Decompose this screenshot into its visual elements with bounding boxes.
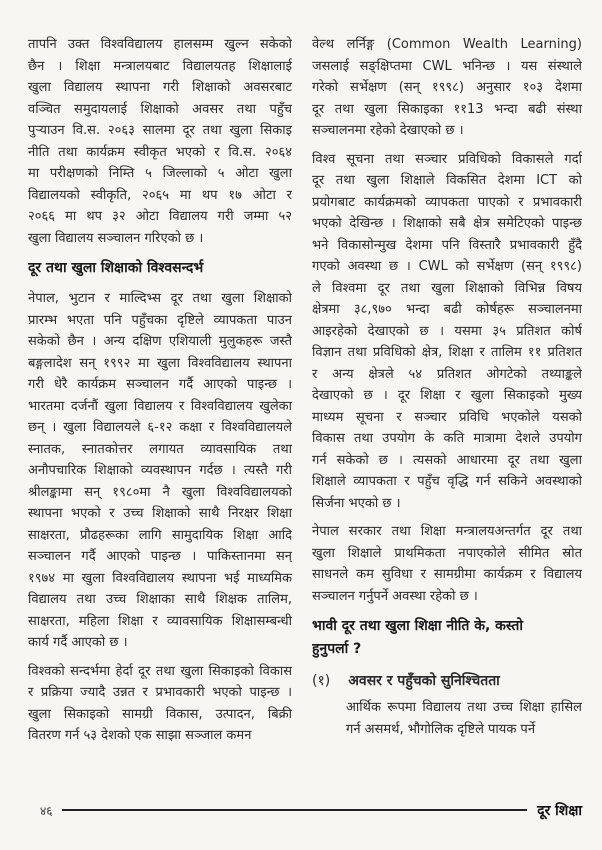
page-footer (40, 800, 582, 820)
text-line: वेल्थ लर्निङ्ग (Common Wealth Learning) (312, 37, 582, 52)
text-line: नीति तथा कार्यक्रम स्वीकृत भएको र वि.स. २०६४ (28, 144, 292, 160)
text-line: खुला विद्यालय सञ्चालन गरिएको छ । (28, 230, 204, 246)
text-line: क्षेत्रमा ३८,९७० भन्दा बढी कोर्षहरू सञ्चालनमा (312, 302, 582, 317)
text-line: आर्थिक रूपमा विद्यालय तथा उच्च शिक्षा हासिल (346, 700, 582, 715)
text-line: र प्रक्रिया ज्यादै उन्नत र प्रभावकारी भएको पाइन्छ । (28, 685, 292, 700)
text-line: विद्यालयको स्वीकृति, २०६५ मा थप १७ ओटा र (28, 187, 292, 203)
text-line: गर्न सकेको छ । त्यसको आधारमा दूर तथा खुला (312, 452, 582, 468)
text-line: खुला सिकाइको सामग्री विकास, उत्पादन, बिक्री (28, 706, 292, 722)
text-line: देखाएको छ । दूर शिक्षा र खुला सिकाइको मुख्य (312, 388, 582, 403)
text-line: विश्वको सन्दर्भमा हेर्दा दूर तथा खुला सिकाइको विकास (28, 663, 292, 679)
text-line: स्थापना भएको र उच्च शिक्षाको साथै निरक्षर शिक्षा (28, 506, 292, 521)
text-line: र अन्य क्षेत्रले ५४ प्रतिशत ओगटेको तथ्याङ्कले (312, 366, 582, 382)
text-line: १९७४ मा खुला विश्वविद्यालय स्थापना भई माध्यमिक (28, 570, 292, 586)
text-line: तापनि उक्त विश्वविद्यालय हालसम्म खुल्न सकेको (28, 37, 292, 52)
text-line: शिक्षाले व्यापकता र पहुँच वृद्धि गर्न सकिने अवस्थाको (312, 474, 582, 489)
text-line: गएको अवस्था छ । CWL को सर्भेक्षण (सन् १९९८) (312, 259, 582, 274)
subheading-title: अवसर र पहुँचको सुनिश्चितता (348, 673, 500, 689)
text-line: गरेको सर्भेक्षण (सन् १९९८) अनुसार १०३ देशमा (312, 80, 582, 95)
text-line: वञ्चित समुदायलाई शिक्षाको अवसर तथा पहुँच (28, 101, 292, 117)
subheading-number: (१) (312, 673, 331, 689)
text-line: स्नातक, स्नातकोत्तर लगायत व्यावसायिक तथा (28, 441, 292, 457)
text-line: सञ्चालन गर्नुपर्ने अवस्था रहेको छ । (312, 588, 478, 604)
text-line: प्रारम्भ भएता पनि पहुँचका दृष्टिले व्यापकता पाउन (28, 312, 292, 328)
text-line: विज्ञान तथा प्रविधिको क्षेत्र, शिक्षा र तालिम ११ प्रतिशत (312, 345, 582, 360)
text-line: छैन । शिक्षा मन्त्रालयबाट विद्यालयतह शिक्षालाई (28, 58, 292, 74)
text-line: बङ्गलादेश सन् १९९२ मा खुला विश्वविद्यालय स्थापना (28, 355, 292, 371)
text-line: सञ्चालनमा रहेको देखाएको छ । (312, 123, 464, 138)
text-line: गरी धेरै कार्यक्रम सञ्चालन गर्दै आएको पाइन्छ । (28, 377, 292, 392)
text-line: विद्यालय तथा उच्च शिक्षाका साथै शिक्षक तालिम, (28, 592, 292, 607)
text-line: भने विकासोन्मुख देशमा पनि विस्तारै प्रभावकारी हुँदै (312, 237, 582, 253)
text-line: हुनुपर्ला ? (312, 641, 362, 657)
text-line: माध्यम सूचना र सञ्चार प्रविधि भएकोले यसको (312, 409, 582, 425)
text-line: ले विश्वमा दूर तथा खुला शिक्षाको विभिन्न विषय (312, 280, 582, 296)
paragraph (312, 521, 582, 607)
paragraph (28, 661, 292, 747)
text-line: भावी दूर तथा खुला शिक्षा नीति के, कस्तो (312, 618, 523, 634)
text-line: भएको देखिन्छ । शिक्षाको सबै क्षेत्र समेटिएको पाइन्छ (312, 216, 582, 231)
text-line: नेपाल सरकार तथा शिक्षा मन्त्रालयअन्तर्गत दूर तथा (312, 524, 582, 539)
text-line: पुर्‍याउन वि.स. २०६३ सालमा दूर तथा खुला सिकाइ (28, 123, 292, 138)
text-line: विकास तथा उपयोग के कति मात्रामा देशले उपयोग (312, 431, 582, 446)
text-line: वितरण गर्न ५३ देशको एक साझा सञ्जाल कमन (28, 728, 252, 743)
text-line: दूर तथा खुला शिक्षाले विकसित देशमा ICT को (312, 173, 582, 188)
text-line: दूर तथा खुला शिक्षाको विश्वसन्दर्भ (28, 260, 204, 276)
text-line: प्रयोगबाट कार्यक्रमको व्यापकता पाएको र प्रभावकारी (312, 194, 582, 210)
footer-rule (62, 809, 527, 811)
text-line: श्रीलङ्कामा सन् १९८०मा नै खुला विश्वविद्यालयको (28, 484, 292, 500)
text-line: भारतमा दर्जनौं खुला विद्यालय र विश्वविद्यालय खुलेका (28, 398, 292, 414)
text-line: गर्न असमर्थ, भौगोलिक दृष्टिले पायक पर्ने (346, 721, 536, 737)
text-line: सञ्चालन गर्दै आएको पाइन्छ । पाकिस्तानमा सन् (28, 549, 292, 564)
right-column (312, 34, 582, 747)
text-line: छन् । खुला विद्यालयले ६-१२ कक्षा र विश्वविद्यालयले (28, 420, 292, 435)
text-line: विश्व सूचना तथा सञ्चार प्रविधिको विकासले गर्दा (312, 151, 582, 167)
section-heading (312, 615, 582, 661)
text-line: सिर्जना भएको छ । (312, 495, 401, 511)
text-line: सकेको छैन । अन्य दक्षिण एशियाली मुलुकहरू जस्तै (28, 334, 292, 349)
text-line: आइरहेको देखाएको छ । यसमा ३५ प्रतिशत कोर्ष (312, 323, 582, 339)
left-column (28, 34, 292, 754)
text-line: साक्षरता, महिला शिक्षा र व्यावसायिक शिक्षासम्बन्धी (28, 613, 292, 629)
paragraph (28, 34, 292, 249)
section-heading (28, 257, 292, 280)
text-line: अनौपचारिक शिक्षाको व्यवस्थापन गर्दछ । त्यस्तै गरी (28, 463, 292, 478)
text-line: २०६६ मा थप ३२ ओटा विद्यालय गरी जम्मा ५२ (28, 209, 292, 224)
paragraph (312, 34, 582, 142)
text-line: कार्य गर्दै आएको छ । (28, 635, 128, 650)
text-line: खुला विद्यालय स्थापना गरी शिक्षाको अवसरबाट (28, 80, 292, 95)
text-line: दूर तथा खुला सिकाइका ११13 भन्दा बढी संस्था (312, 101, 582, 117)
text-line: खुला शिक्षाले प्राथमिकता नपाएकोले सीमित स्रोत (312, 545, 582, 561)
paragraph (312, 697, 582, 740)
paragraph (28, 288, 292, 654)
text-line: नेपाल, भुटान र माल्दिभ्स दूर तथा खुला शिक्षाको (28, 291, 292, 306)
text-line: मा परीक्षणको निम्ति ५ जिल्लाको ५ ओटा खुला (28, 166, 292, 181)
text-line: साधनले कम सुविधा र सामग्रीमा कार्यक्रम र विद्यालय (312, 567, 582, 582)
page-number: ४६ (40, 803, 53, 818)
paragraph (312, 149, 582, 515)
subheading (312, 669, 582, 693)
text-line: साक्षरता, प्रौढहरूका लागि सामुदायिक शिक्षा आदि (28, 527, 292, 543)
magazine-title: दूर शिक्षा (537, 802, 582, 819)
text-line: जसलाई सङ्क्षिप्तमा CWL भनिन्छ । यस संस्थाले (312, 58, 582, 74)
